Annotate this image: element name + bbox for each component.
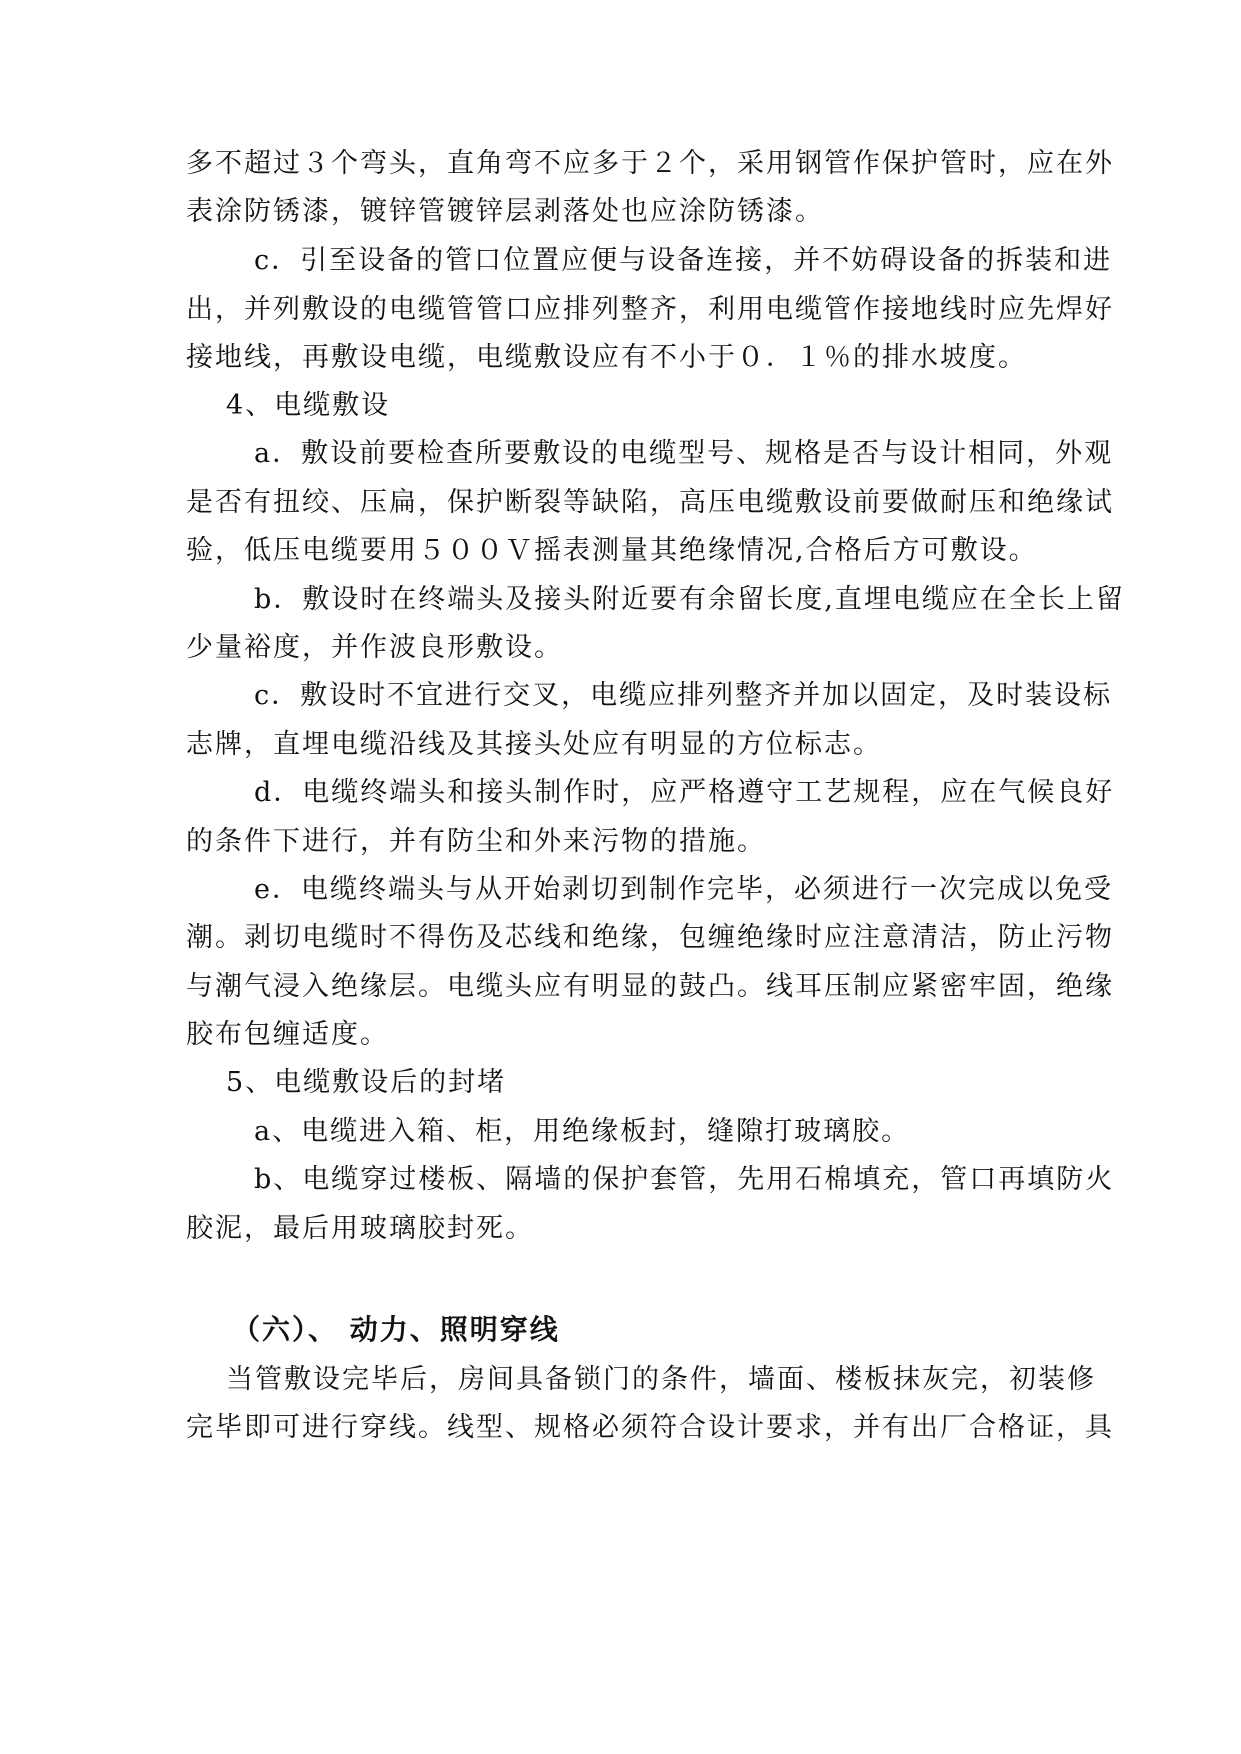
text-line: 少量裕度，并作波良形敷设。: [186, 632, 563, 663]
text-line: 验，低压电缆要用５００Ｖ摇表测量其绝缘情况,合格后方可敷设。: [186, 535, 1038, 566]
text-line: 的条件下进行，并有防尘和外来污物的措施。: [186, 826, 766, 857]
text-line: d．电缆终端头和接头制作时，应严格遵守工艺规程，应在气候良好: [254, 777, 1115, 808]
text-line: e．电缆终端头与从开始剥切到制作完毕，必须进行一次完成以免受: [254, 874, 1113, 905]
section-heading: （六）、 动力、照明穿线: [232, 1313, 560, 1346]
text-line: a．敷设前要检查所要敷设的电缆型号、规格是否与设计相同，外观: [254, 438, 1114, 469]
text-line: 当管敷设完毕后，房间具备锁门的条件，墙面、楼板抹灰完，初装修: [226, 1364, 1096, 1395]
text-line: b．敷设时在终端头及接头附近要有余留长度,直埋电缆应在全长上留: [254, 584, 1125, 615]
text-line: c．引至设备的管口位置应便与设备连接，并不妨碍设备的拆装和进: [254, 245, 1113, 276]
subsection-title: 5、电缆敷设后的封堵: [226, 1067, 507, 1098]
text-line: 完毕即可进行穿线。线型、规格必须符合设计要求，并有出厂合格证，具: [186, 1412, 1114, 1443]
text-line: 出，并列敷设的电缆管管口应排列整齐，利用电缆管作接地线时应先焊好: [186, 294, 1114, 325]
text-line: 接地线，再敷设电缆，电缆敷设应有不小于０．１％的排水坡度。: [186, 342, 1027, 373]
text-line: 与潮气浸入绝缘层。电缆头应有明显的鼓凸。线耳压制应紧密牢固，绝缘: [186, 971, 1114, 1002]
text-line: c．敷设时不宜进行交叉，电缆应排列整齐并加以固定，及时装设标: [254, 680, 1113, 711]
text-line: 胶布包缠适度。: [186, 1019, 389, 1050]
text-line: 志牌，直埋电缆沿线及其接头处应有明显的方位标志。: [186, 729, 882, 760]
text-line: 潮。剥切电缆时不得伤及芯线和绝缘，包缠绝缘时应注意清洁，防止污物: [186, 922, 1114, 953]
text-line: b、电缆穿过楼板、隔墙的保护套管，先用石棉填充，管口再填防火: [254, 1164, 1115, 1195]
text-line: a、电缆进入箱、柜，用绝缘板封，缝隙打玻璃胶。: [254, 1116, 911, 1147]
text-line: 胶泥，最后用玻璃胶封死。: [186, 1213, 534, 1244]
subsection-title: 4、电缆敷设: [226, 390, 391, 421]
text-line: 是否有扭绞、压扁，保护断裂等缺陷，高压电缆敷设前要做耐压和绝缘试: [186, 487, 1114, 518]
text-line: 多不超过３个弯头，直角弯不应多于２个，采用钢管作保护管时，应在外: [186, 148, 1114, 179]
text-line: 表涂防锈漆，镀锌管镀锌层剥落处也应涂防锈漆。: [186, 196, 824, 227]
